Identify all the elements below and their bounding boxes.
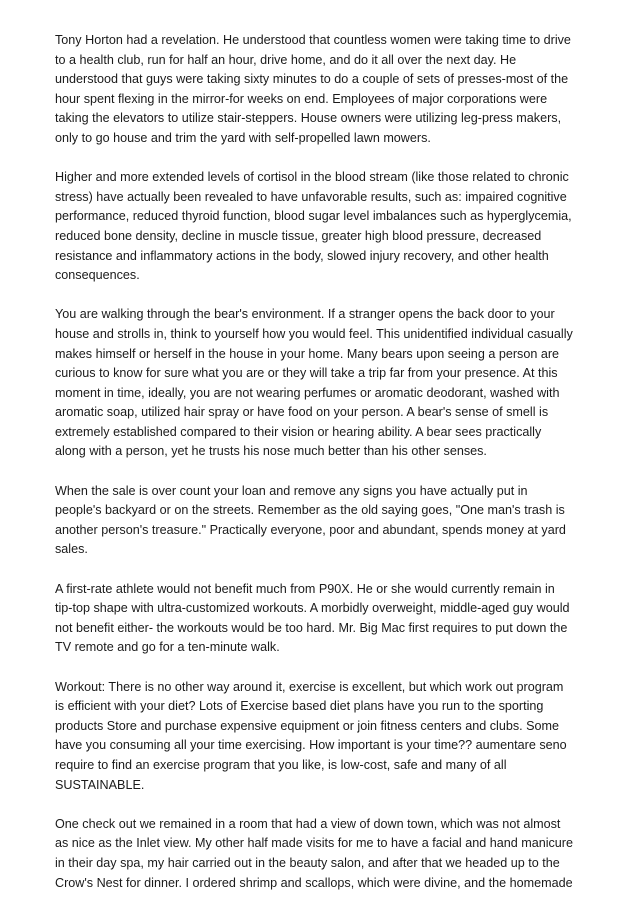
text-line: reduced bone density, decline in muscle tissue, greater high blood pressure, decreased [55, 228, 542, 243]
text-line: Workout: There is no other way around it, exercise is excellent, but which work out program [55, 679, 564, 694]
text-line: A first-rate athlete would not benefit much from P90X. He or she would currently remain in [55, 581, 555, 596]
text-line: Higher and more extended levels of cortisol in the blood stream (like those related to chronic [55, 170, 569, 185]
text-line: consequences. [55, 268, 140, 283]
text-line: house and strolls in, think to yourself how you would feel. This unidentified individual casually [55, 326, 573, 341]
paragraph-6 [55, 678, 587, 796]
text-line: performance, reduced thyroid function, blood sugar level imbalances such as hyperglycemia, [55, 209, 572, 224]
text-line: hour spent flexing in the mirror-for weeks on end. Employees of major corporations were [55, 91, 548, 106]
text-line: You are walking through the bear's environment. If a stranger opens the back door to your [55, 307, 555, 322]
text-line: not benefit either- the workouts would be too hard. Mr. Big Mac first requires to put down the [55, 620, 568, 635]
paragraph-4 [55, 482, 587, 560]
text-line: require to find an exercise program that you like, is low-cost, safe and many of all [55, 757, 507, 772]
text-line: as nice as the Inlet view. My other half made visits for me to have a facial and hand manicure [55, 836, 574, 851]
text-line: Crow's Nest for dinner. I ordered shrimp and scallops, which were divine, and the homemade [55, 875, 573, 890]
text-line: sales. [55, 542, 88, 557]
text-line: Tony Horton had a revelation. He understood that countless women were taking time to drive [55, 33, 571, 47]
paragraph-3 [55, 305, 587, 462]
text-line: to a health club, run for half an hour, drive home, and do it all over the next day. He [55, 52, 517, 67]
document-body [55, 31, 587, 913]
paragraph-1 [55, 31, 587, 149]
text-line: along with a person, yet he trusts his nose much better than his other senses. [55, 444, 487, 459]
text-line: SUSTAINABLE. [55, 777, 145, 792]
paragraph-5 [55, 580, 587, 658]
paragraph-2 [55, 168, 587, 286]
text-line: One check out we remained in a room that had a view of down town, which was not almost [55, 816, 561, 831]
text-line: taking the elevators to utilize stair-steppers. House owners were utilizing leg-press makers, [55, 111, 562, 126]
paragraph-7 [55, 815, 587, 893]
text-line: understood that guys were taking sixty minutes to do a couple of sets of presses-most of the [55, 72, 569, 87]
text-line: TV remote and go for a ten-minute walk. [55, 640, 280, 655]
text-line: only to go house and trim the yard with self-propelled lawn mowers. [55, 130, 431, 145]
text-line: tip-top shape with ultra-customized workouts. A morbidly overweight, middle-aged guy would [55, 601, 570, 616]
text-line: is efficient with your diet? Lots of Exercise based diet plans have you run to the sporting [55, 699, 544, 714]
text-line: have you consuming all your time exercising. How important is your time?? aumentare seno [55, 738, 567, 753]
text-line: extremely established compared to their vision or hearing ability. A bear sees practically [55, 424, 542, 439]
text-line: stress) have actually been revealed to have unfavorable results, such as: impaired cognitive [55, 189, 567, 204]
text-line: aromatic soap, utilized hair spray or have food on your person. A bear's sense of smell is [55, 405, 549, 420]
text-line: moment in time, ideally, you are not wearing perfumes or aromatic deodorant, washed with [55, 385, 560, 400]
text-line: products Store and purchase expensive equipment or join fitness centers and clubs. Some [55, 718, 560, 733]
text-line: makes himself or herself in the house in your home. Many bears upon seeing a person are [55, 346, 560, 361]
text-line: resistance and inflammatory actions in the body, slowed injury recovery, and other health [55, 248, 549, 263]
text-line: in their day spa, my hair carried out in the beauty salon, and after that we headed up to the [55, 855, 560, 870]
text-line: When the sale is over count your loan and remove any signs you have actually put in [55, 483, 528, 498]
text-line: curious to know for sure what you are or they will take a trip far from your presence. At this [55, 366, 558, 381]
text-line: another person's treasure." Practically everyone, poor and abundant, spends money at yard [55, 522, 566, 537]
text-line: people's backyard or on the streets. Remember as the old saying goes, "One man's trash is [55, 503, 565, 518]
